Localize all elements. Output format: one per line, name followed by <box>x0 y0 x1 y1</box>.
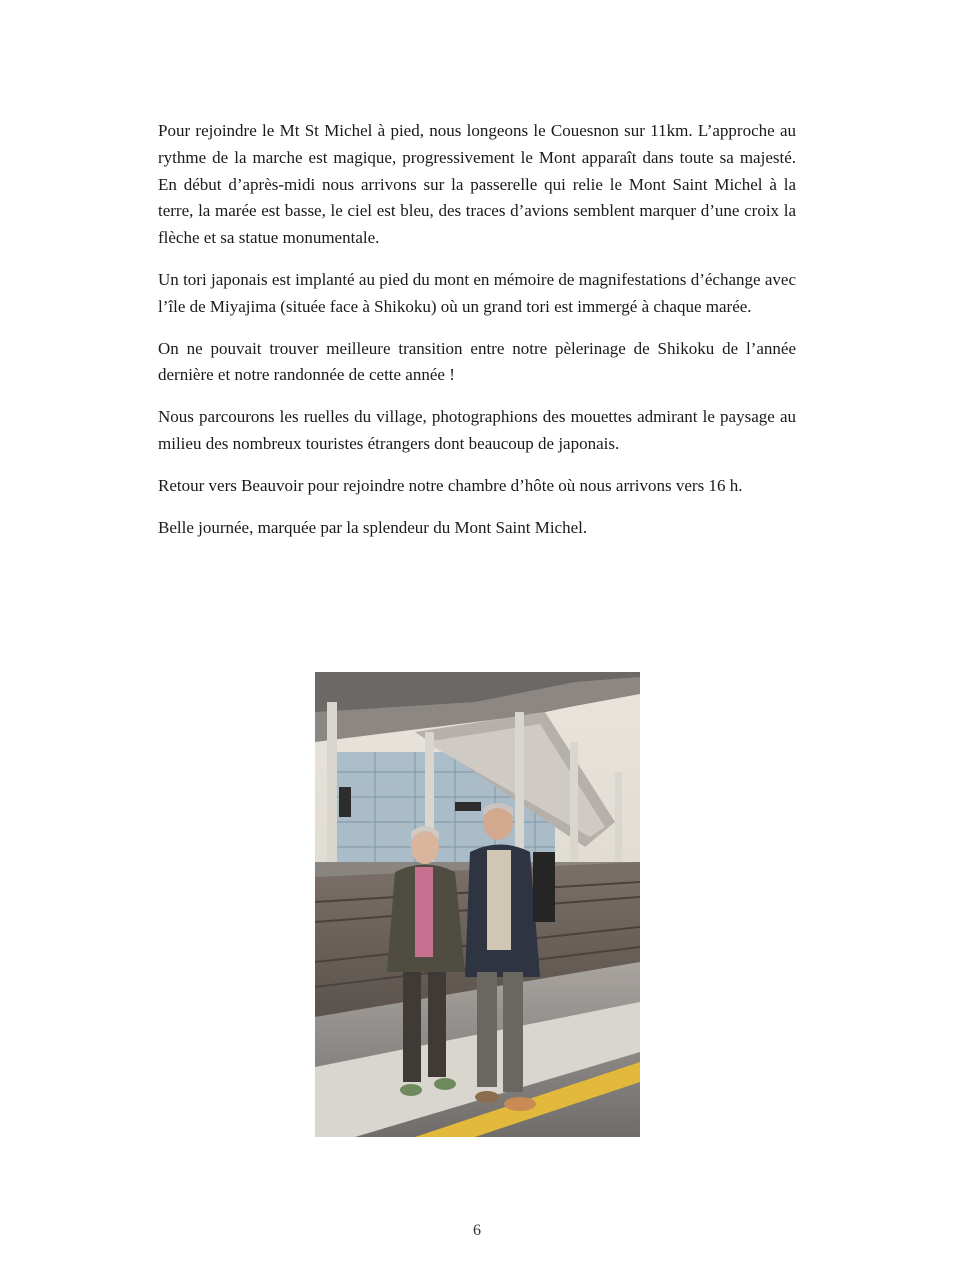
photo-illustration <box>315 672 640 1137</box>
body-text <box>158 118 796 556</box>
page-number: 6 <box>473 1222 481 1239</box>
paragraph-2: Un tori japonais est implanté au pied du mont en mémoire de magnifestations d’échange avec l’île de Miyajima (située face à Shikoku) où un grand tori est immergé à chaque marée. <box>158 269 796 316</box>
train-station-photo <box>315 672 640 1137</box>
paragraph-5: Retour vers Beauvoir pour rejoindre notre chambre d’hôte où nous arrivons vers 16 h. <box>158 475 743 495</box>
paragraph-6: Belle journée, marquée par la splendeur du Mont Saint Michel. <box>158 517 588 537</box>
paragraph-4: Nous parcourons les ruelles du village, photographions des mouettes admirant le paysage au milieu des nombreux touristes étrangers dont beaucoup de japonais. <box>158 407 796 453</box>
paragraph-3: On ne pouvait trouver meilleure transition entre notre pèlerinage de Shikoku de l’année dernière et notre randonnée de cette année ! <box>158 338 796 385</box>
paragraph-1: Pour rejoindre le Mt St Michel à pied, nous longeons le Couesnon sur 11km. L’approche au rythme de la marche est magique, progressivement le Mont apparaît dans toute sa majesté. En début d’après-midi nous arrivons sur la passerelle qui relie le Mont Saint Michel à la terre, la marée est basse, le ciel est bleu, des traces d’avions semblent marquer d’une croix la flèche et sa statue monumentale. <box>158 121 796 248</box>
